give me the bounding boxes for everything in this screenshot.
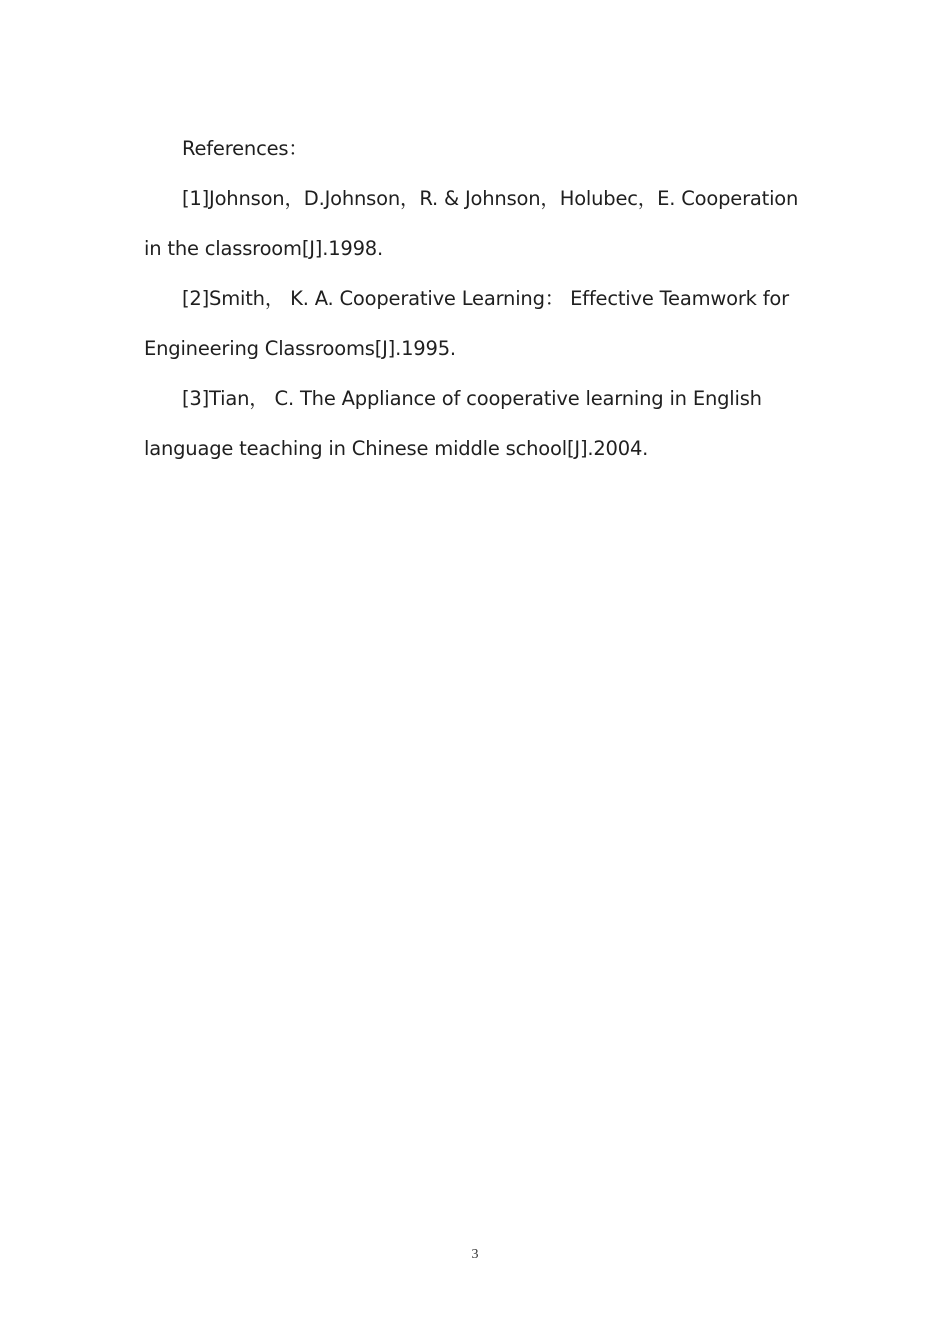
references-heading: References： [182,137,308,160]
reference-item-1: [1]Johnson，D.Johnson，R. & Johnson，Holubec，E. Cooperation in the classroom[J].1998. [144,187,799,260]
page-number: 3 [471,1247,479,1262]
reference-item-2: [2]Smith， K. A. Cooperative Learning： Effective Teamwork for Engineering Classrooms[J].1995. [144,287,789,360]
reference-item-3: [3]Tian， C. The Appliance of cooperative learning in English language teaching in Chinese middle school[J].2004. [144,387,762,460]
document-body [144,124,810,474]
